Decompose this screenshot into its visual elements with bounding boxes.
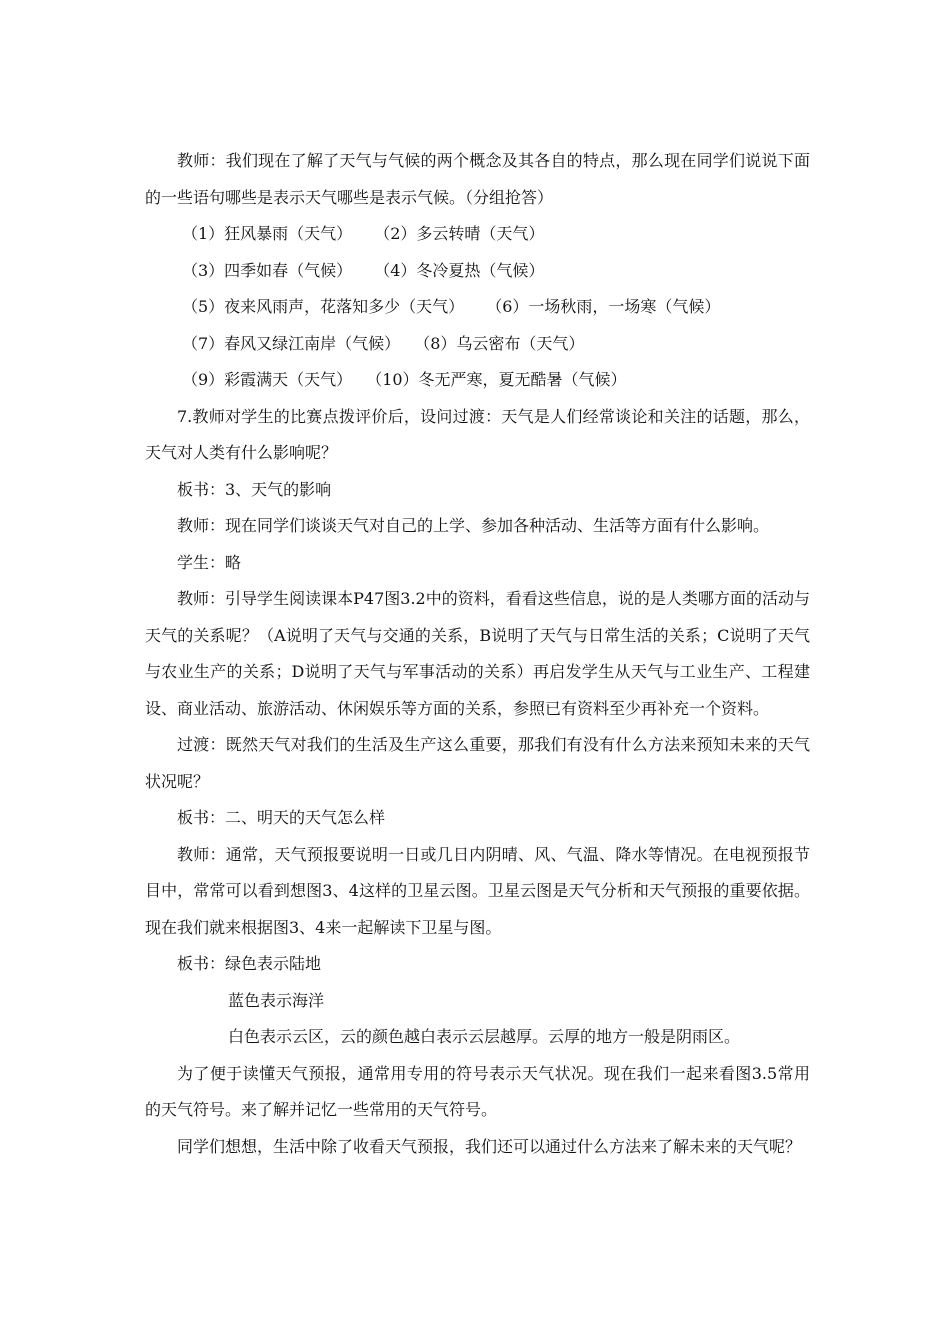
paragraph-think: 同学们想想，生活中除了收看天气预报，我们还可以通过什么方法来了解未来的天气呢？ xyxy=(177,1136,802,1156)
phrase-8: （8）乌云密布（天气） xyxy=(422,333,585,353)
phrase-4: （4）冬冷夏热（气候） xyxy=(382,260,545,280)
phrase-6: （6）一场秋雨，一场寒（气候） xyxy=(494,297,721,316)
paragraph-board-3: 板书：3、天气的影响 xyxy=(177,479,332,499)
paragraph-teacher-3: 教师：引导学生阅读课本P47图3.2中的资料，看看这些信息，说的是人类哪方面的活动与天气的关系呢？（A说明了天气与交通的关系，B说明了天气与日常生活的关系；C说明了天气与农业生产的关系；D说明了天气与军事活动的关系）再启发学生从天气与工业生产、工程建设、商业活动、旅游活动、休闲娱乐等方面的关系，参照已有资料至少再补充一个资料。 xyxy=(145,589,810,718)
list-item xyxy=(145,362,810,399)
phrase-3: （3）四季如春（气候） xyxy=(182,260,353,280)
phrase-7: （7）春风又绿江南岸（气候） xyxy=(182,333,401,353)
paragraph-step-7: 7.教师对学生的比赛点拨评价后，设问过渡：天气是人们经常谈论和关注的话题，那么，天气对人类有什么影响呢？ xyxy=(145,406,810,462)
paragraph-board-green: 板书：绿色表示陆地 xyxy=(177,954,322,973)
paragraph-student: 学生：略 xyxy=(177,552,242,572)
phrase-1: （1）狂风暴雨（天气） xyxy=(182,224,353,243)
phrase-5: （5）夜来风雨声，花落知多少（天气） xyxy=(182,297,465,316)
list-item xyxy=(145,216,810,253)
document-body xyxy=(145,143,810,1165)
paragraph-teacher-4: 教师：通常，天气预报要说明一日或几日内阴晴、风、气温、降水等情况。在电视预报节目中，常常可以看到想图3、4这样的卫星云图。卫星云图是天气分析和天气预报的重要依据。现在我们就来根据图3、4来一起解读下卫星与图。 xyxy=(145,844,810,937)
paragraph-symbols: 为了便于读懂天气预报，通常用专用的符号表示天气状况。现在我们一起来看图3.5常用的天气符号。来了解并记忆一些常用的天气符号。 xyxy=(145,1063,810,1119)
phrase-10: （10）冬无严寒，夏无酷暑（气候） xyxy=(374,370,627,389)
phrase-2: （2）多云转晴（天气） xyxy=(382,224,545,243)
paragraph-board-white: 白色表示云区，云的颜色越白表示云层越厚。云厚的地方一般是阴雨区。 xyxy=(228,1027,741,1046)
list-item xyxy=(145,326,810,363)
paragraph-transition: 过渡：既然天气对我们的生活及生产这么重要，那我们有没有什么方法来预知未来的天气状况呢？ xyxy=(145,735,810,791)
paragraph-board-tomorrow: 板书：二、明天的天气怎么样 xyxy=(177,808,386,827)
paragraph-teacher-intro: 教师：我们现在了解了天气与气候的两个概念及其各自的特点，那么现在同学们说说下面的一些语句哪些是表示天气哪些是表示气候。（分组抢答） xyxy=(145,151,810,207)
paragraph-board-blue: 蓝色表示海洋 xyxy=(228,990,325,1010)
list-item xyxy=(145,253,810,290)
list-item xyxy=(145,289,810,326)
phrase-9: （9）彩霞满天（天气） xyxy=(182,370,353,389)
paragraph-teacher-2: 教师：现在同学们谈谈天气对自己的上学、参加各种活动、生活等方面有什么影响。 xyxy=(177,516,770,535)
